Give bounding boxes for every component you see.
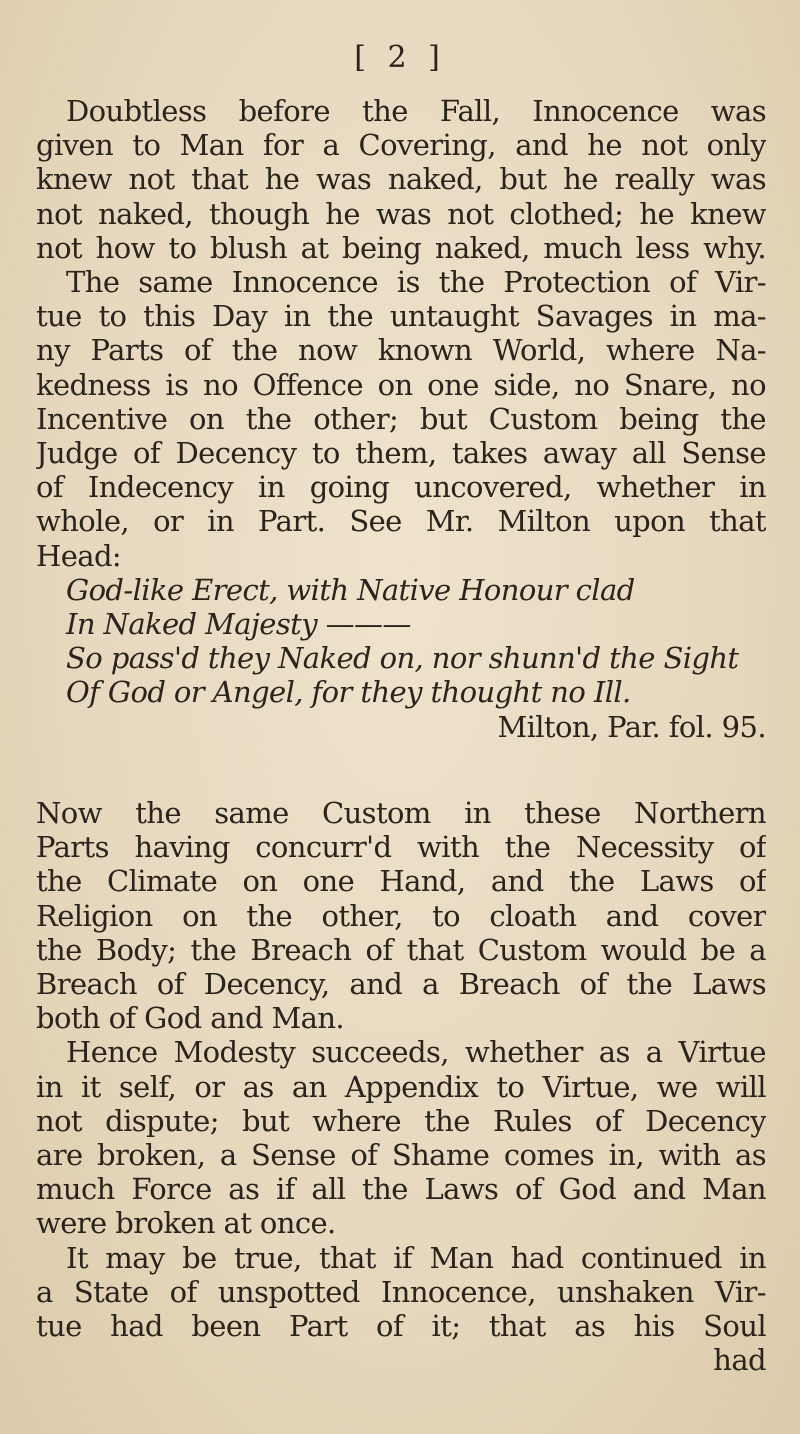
text-line: kedness is no Offence on one side, no Snare, no	[36, 367, 766, 402]
text-line: Head:	[36, 538, 122, 573]
text-line: both of God and Man.	[36, 1001, 345, 1036]
text-line: Now the same Custom in these Northern	[36, 796, 766, 830]
text-line: So pass'd they Naked on, nor shunn'd the Sight	[66, 641, 739, 676]
text-line: Judge of Decency to them, takes away all Sense	[36, 436, 766, 471]
text-block-lower	[36, 796, 766, 1377]
text-line: tue had been Part of it; that as his Soul	[36, 1309, 766, 1344]
text-block-upper	[36, 94, 766, 744]
text-line: Hence Modesty succeeds, whether as a Virtue	[66, 1035, 766, 1070]
text-line: Incentive on the other; but Custom being the	[36, 401, 766, 436]
text-line: not naked, though he was not clothed; he knew	[36, 196, 766, 231]
text-line: were broken at once.	[36, 1206, 336, 1241]
text-line: Of God or Angel, for they thought no Ill.	[66, 675, 631, 710]
text-line: Parts having concurr'd with the Necessity of	[36, 830, 766, 865]
text-line: Breach of Decency, and a Breach of the Laws	[36, 967, 766, 1002]
text-line: Religion on the other, to cloath and cover	[36, 898, 766, 933]
text-line: of Indecency in going uncovered, whether in	[36, 470, 766, 505]
text-line: given to Man for a Covering, and he not only	[36, 128, 766, 163]
text-line: had	[713, 1343, 766, 1378]
text-line: ny Parts of the now known World, where Na-	[36, 333, 766, 368]
text-line: much Force as if all the Laws of God and Man	[36, 1172, 766, 1207]
text-line: Milton, Par. fol. 95.	[497, 709, 766, 744]
text-line: tue to this Day in the untaught Savages in ma-	[36, 299, 766, 334]
text-line: The same Innocence is the Protection of Vir-	[66, 265, 766, 300]
text-line: Doubtless before the Fall, Innocence was	[66, 94, 766, 128]
text-line: in it self, or as an Appendix to Virtue, we will	[36, 1069, 766, 1104]
text-line: God-like Erect, with Native Honour clad	[66, 572, 635, 607]
text-line: knew not that he was naked, but he really was	[36, 162, 766, 197]
text-line: not how to blush at being naked, much less why.	[36, 230, 766, 265]
text-line: the Climate on one Hand, and the Laws of	[36, 864, 766, 899]
text-line: It may be true, that if Man had continued in	[66, 1240, 766, 1275]
page-number: [ 2 ]	[354, 40, 446, 75]
text-line: not dispute; but where the Rules of Decency	[36, 1103, 766, 1138]
text-line: whole, or in Part. See Mr. Milton upon that	[36, 504, 766, 539]
text-line: are broken, a Sense of Shame comes in, with as	[36, 1138, 766, 1173]
text-line: In Naked Majesty ———	[66, 607, 411, 642]
text-line: a State of unspotted Innocence, unshaken Vir-	[36, 1274, 766, 1309]
text-line: the Body; the Breach of that Custom would be a	[36, 932, 766, 967]
